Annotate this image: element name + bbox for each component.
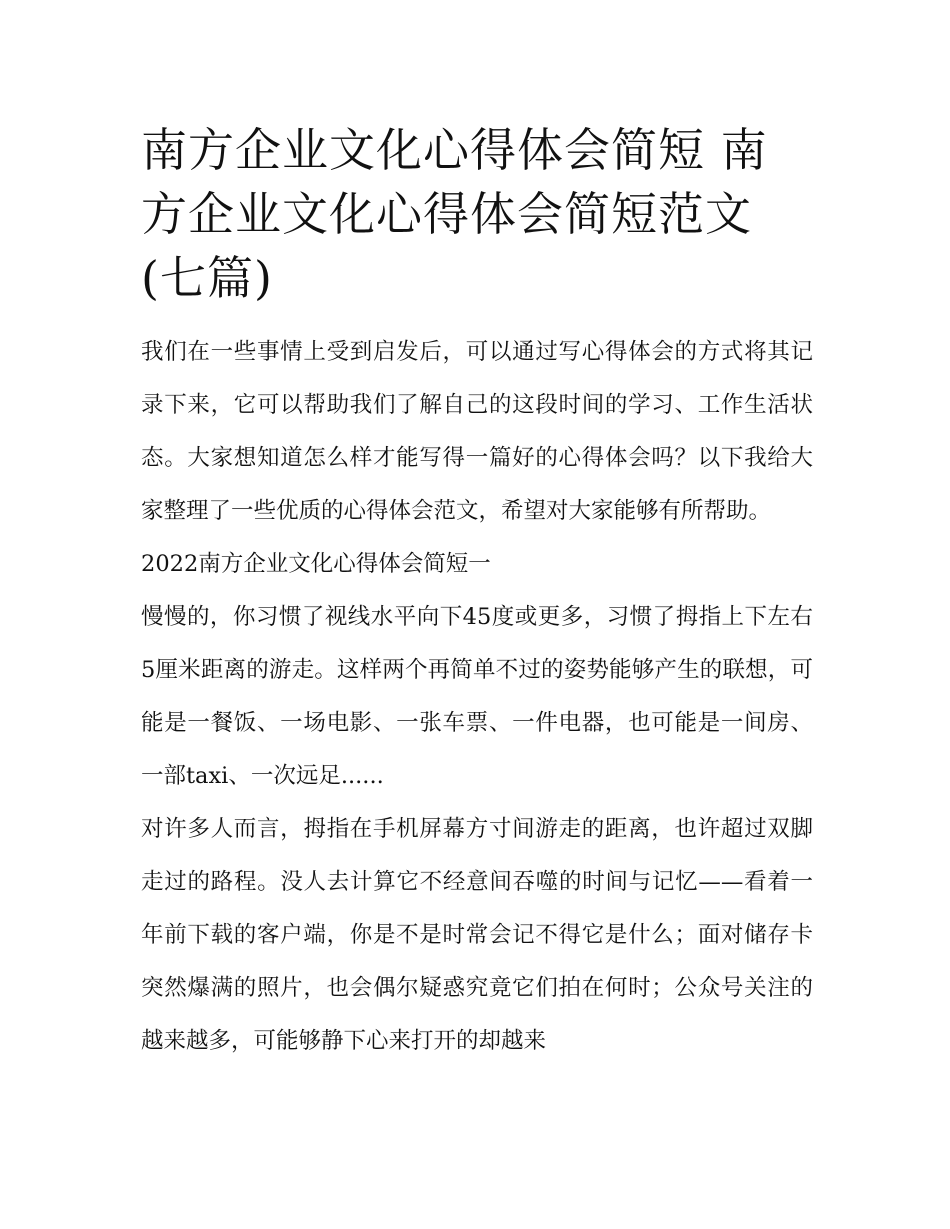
document-body <box>141 118 813 1068</box>
body-paragraph-2: 对许多人而言，拇指在手机屏幕方寸间游走的距离，也许超过双脚走过的路程。没人去计算它不经意间吞噬的时间与记忆——看着一年前下载的客户端，你是不是时常会记不得它是什么；面对储存卡突然爆满的照片，也会偶尔疑惑究竟它们拍在何时；公众号关注的越来越多，可能够静下心来打开的却越来 <box>141 816 813 1054</box>
body-paragraph-1: 慢慢的，你习惯了视线水平向下45度或更多，习惯了拇指上下左右5厘米距离的游走。这样两个再简单不过的姿势能够产生的联想，可能是一餐饭、一场电影、一张车票、一件电器，也可能是一间房、一部taxi、一次远足...... <box>141 604 813 789</box>
intro-paragraph: 我们在一些事情上受到启发后，可以通过写心得体会的方式将其记录下来，它可以帮助我们了解自己的这段时间的学习、工作生活状态。大家想知道怎么样才能写得一篇好的心得体会吗？以下我给大家整理了一些优质的心得体会范文，希望对大家能够有所帮助。 <box>141 339 813 524</box>
section-heading: 2022南方企业文化心得体会简短一 <box>141 551 491 577</box>
document-title: 南方企业文化心得体会简短 南方企业文化心得体会简短范文(七篇) <box>141 123 768 305</box>
